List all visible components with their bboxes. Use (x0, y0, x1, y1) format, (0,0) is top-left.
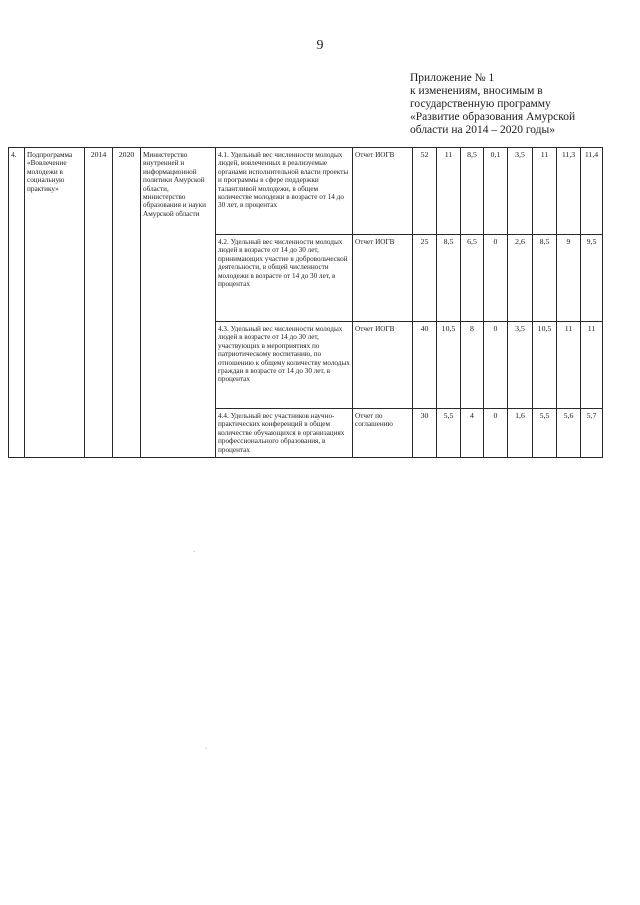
indicator-value: 5,6 (557, 409, 581, 458)
appendix-line: к изменениям, вносимым в (410, 85, 543, 97)
year-start-cell: 2014 (85, 148, 113, 458)
indicator-name: 4.2. Удельный вес численности молодых людей в возрасте от 14 до 30 лет, принимающих участие в добровольческой деятельности, в общей численности молодежи в возрасте от 14 до 30 лет, в процентах (216, 235, 353, 322)
indicator-source: Отчет по соглашению (353, 409, 413, 458)
appendix-line: Приложение № 1 (410, 72, 495, 84)
indicator-value: 0 (484, 235, 508, 322)
indicators-table (8, 147, 603, 458)
indicator-value: 0,1 (484, 148, 508, 235)
indicator-value: 0 (484, 409, 508, 458)
indicator-value: 5,5 (437, 409, 461, 458)
indicator-value: 9,5 (581, 235, 603, 322)
indicator-value: 6,5 (461, 235, 484, 322)
executor-cell: Министерство внутренней и информационной политики Амурской области, министерство образования и науки Амурской области (141, 148, 216, 458)
indicator-value: 52 (413, 148, 437, 235)
page-number: 9 (316, 38, 324, 53)
row-number: 4. (9, 148, 25, 458)
appendix-line: «Развитие образования Амурской (410, 111, 576, 123)
indicator-name: 4.1. Удельный вес численности молодых людей, вовлеченных в реализуемые органами исполнительной власти проекты и программы в сфере поддержки талантливой молодежи, в общем количестве молодежи в возрасте от 14 до 30 лет, в процентах (216, 148, 353, 235)
year-end-cell: 2020 (113, 148, 141, 458)
indicator-value: 8 (461, 322, 484, 409)
indicator-value: 10,5 (533, 322, 557, 409)
appendix-header (410, 72, 610, 137)
indicator-source: Отчет ИОГВ (353, 322, 413, 409)
table-row (9, 148, 603, 235)
indicator-value: 30 (413, 409, 437, 458)
indicator-value: 3,5 (508, 322, 533, 409)
indicator-value: 8,5 (461, 148, 484, 235)
indicator-value: 25 (413, 235, 437, 322)
scan-speck: · (193, 548, 196, 556)
indicator-value: 0 (484, 322, 508, 409)
indicator-value: 9 (557, 235, 581, 322)
scan-speck: · (205, 745, 208, 753)
indicator-value: 11,4 (581, 148, 603, 235)
indicator-value: 11 (533, 148, 557, 235)
appendix-line: области на 2014 – 2020 годы» (410, 124, 556, 136)
indicator-name: 4.4. Удельный вес участников научно-практических конференций в общем количестве обучающихся в организациях профессионального образования, в процентах (216, 409, 353, 458)
indicator-value: 2,6 (508, 235, 533, 322)
indicator-value: 4 (461, 409, 484, 458)
indicator-source: Отчет ИОГВ (353, 148, 413, 235)
subprogram-cell: Подпрограмма «Вовлечение молодежи в социальную практику» (25, 148, 85, 458)
indicator-value: 10,5 (437, 322, 461, 409)
indicator-value: 5,5 (533, 409, 557, 458)
indicator-value: 8,5 (437, 235, 461, 322)
indicator-name: 4.3. Удельный вес численности молодых людей в возрасте от 14 до 30 лет, участвующих в мероприятиях по патриотическому воспитанию, по отношению к общему количеству молодых граждан в возрасте от 14 до 30 лет, в процентах (216, 322, 353, 409)
indicator-value: 5,7 (581, 409, 603, 458)
indicator-source: Отчет ИОГВ (353, 235, 413, 322)
indicator-value: 11,3 (557, 148, 581, 235)
indicator-value: 1,6 (508, 409, 533, 458)
indicator-value: 8,5 (533, 235, 557, 322)
indicator-value: 11 (437, 148, 461, 235)
appendix-line: государственную программу (410, 98, 551, 110)
indicator-value: 11 (581, 322, 603, 409)
indicator-value: 3,5 (508, 148, 533, 235)
indicator-value: 40 (413, 322, 437, 409)
indicator-value: 11 (557, 322, 581, 409)
